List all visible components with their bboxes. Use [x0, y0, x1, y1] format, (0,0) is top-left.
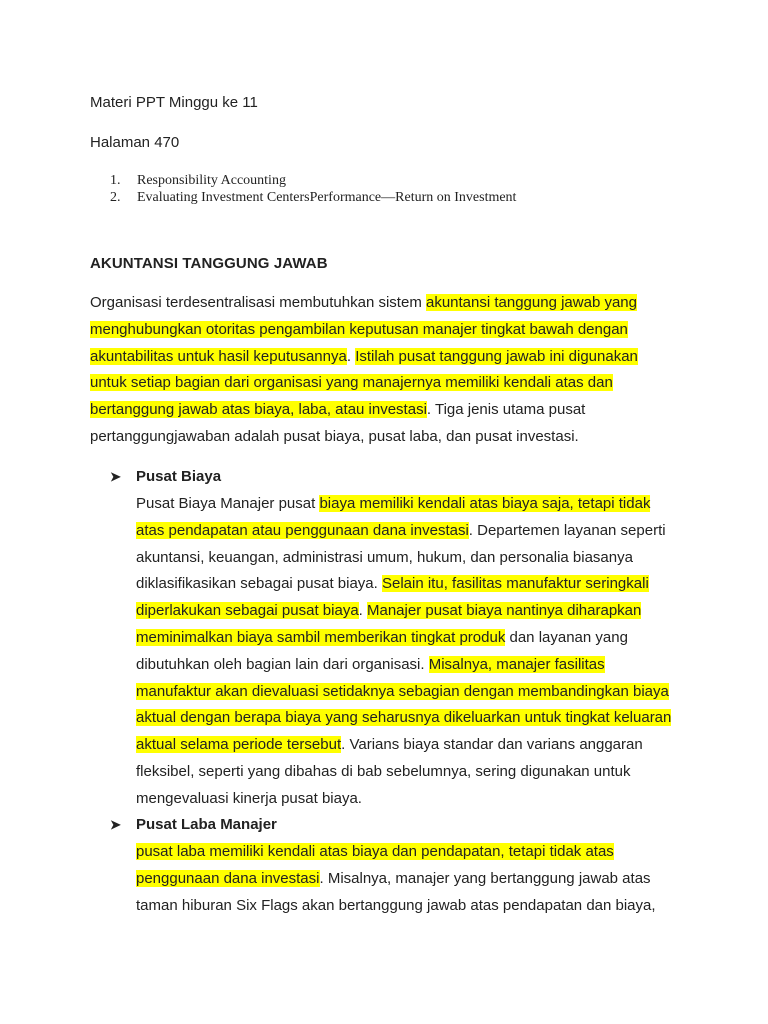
text-line	[136, 652, 736, 679]
list-item-text: Evaluating Investment CentersPerformance—Return on Investment	[137, 190, 517, 205]
text-line	[90, 370, 730, 397]
text-line	[136, 545, 736, 572]
highlighted-text: Istilah pusat tanggung jawab ini digunakan	[355, 347, 638, 365]
bullet-heading-pusat-laba	[110, 816, 277, 833]
text-line	[136, 839, 736, 866]
body-text: fleksibel, seperti yang dibahas di bab sebelumnya, sering digunakan untuk	[136, 762, 631, 780]
body-text: dibutuhkan oleh bagian lain dari organisasi.	[136, 655, 429, 673]
section-heading: AKUNTANSI TANGGUNG JAWAB	[90, 255, 328, 272]
body-text: .	[358, 602, 367, 620]
highlighted-text: Selain itu, fasilitas manufaktur seringkali	[381, 575, 649, 593]
body-text: .	[346, 347, 356, 365]
highlighted-text: penggunaan dana investasi	[136, 869, 320, 887]
highlighted-text: Manajer pusat biaya nantinya diharapkan	[367, 602, 642, 620]
text-line	[136, 705, 736, 732]
text-line	[136, 571, 736, 598]
highlighted-text: pusat laba memiliki kendali atas biaya dan pendapatan, tetapi tidak atas	[136, 843, 614, 860]
document-title: Materi PPT Minggu ke 11	[90, 94, 258, 111]
bullet-heading-pusat-biaya	[110, 468, 221, 485]
body-text: taman hiburan Six Flags akan bertanggung jawab atas pendapatan dan biaya,	[136, 896, 656, 914]
text-line	[90, 397, 730, 424]
highlighted-text: meminimalkan biaya sambil memberikan tingkat produk	[136, 628, 506, 646]
body-text: mengevaluasi kinerja pusat biaya.	[136, 789, 362, 807]
reference-list	[110, 172, 516, 206]
highlighted-text: aktual dengan berapa biaya yang seharusnya dikeluarkan untuk tingkat keluaran	[136, 709, 672, 727]
highlighted-text: Misalnya, manajer fasilitas	[428, 655, 605, 673]
text-line	[136, 518, 736, 545]
highlighted-text: akuntansi tanggung jawab yang	[425, 294, 637, 311]
body-text: akuntansi, keuangan, administrasi umum, hukum, dan personalia biasanya	[136, 548, 633, 566]
text-line	[90, 290, 730, 317]
highlighted-text: akuntabilitas untuk hasil keputusannya	[90, 347, 347, 365]
list-item	[110, 189, 516, 206]
text-line	[136, 759, 736, 786]
intro-paragraph	[90, 290, 730, 451]
text-line	[90, 344, 730, 371]
body-text: diklasifikasikan sebagai pusat biaya.	[136, 575, 382, 593]
text-line	[136, 598, 736, 625]
highlighted-text: diperlakukan sebagai pusat biaya	[136, 602, 359, 620]
list-item-text: Responsibility Accounting	[137, 173, 286, 188]
text-line	[90, 424, 730, 451]
arrowhead-bullet-icon: ➤	[110, 469, 121, 484]
bullet-title: Pusat Laba Manajer	[136, 816, 277, 833]
highlighted-text: bertanggung jawab atas biaya, laba, atau investasi	[90, 401, 427, 419]
pusat-laba-paragraph	[136, 839, 736, 919]
text-line	[90, 317, 730, 344]
page-reference: Halaman 470	[90, 134, 180, 151]
highlighted-text: untuk setiap bagian dari organisasi yang manajernya memiliki kendali atas dan	[90, 374, 613, 392]
body-text: Organisasi terdesentralisasi membutuhkan sistem	[90, 294, 426, 311]
highlighted-text: manufaktur akan dievaluasi setidaknya sebagian dengan membandingkan biaya	[136, 682, 669, 700]
body-text: pertanggungjawaban adalah pusat biaya, pusat laba, dan pusat investasi.	[90, 427, 579, 445]
arrowhead-bullet-icon: ➤	[110, 817, 121, 832]
highlighted-text: biaya memiliki kendali atas biaya saja, tetapi tidak	[319, 495, 651, 512]
text-line	[136, 625, 736, 652]
bullet-title: Pusat Biaya	[136, 468, 222, 485]
text-line	[136, 491, 736, 518]
list-item	[110, 172, 516, 189]
body-text: Pusat Biaya Manajer pusat	[136, 495, 320, 512]
body-text: . Varians biaya standar dan varians anggaran	[341, 736, 643, 754]
body-text: . Tiga jenis utama pusat	[426, 401, 586, 419]
body-text: . Departemen layanan seperti	[468, 521, 666, 539]
list-number: 2.	[110, 190, 121, 205]
body-text: dan layanan yang	[505, 628, 628, 646]
pusat-biaya-paragraph	[136, 491, 736, 813]
text-line	[136, 786, 736, 813]
text-line	[136, 866, 736, 893]
list-number: 1.	[110, 173, 121, 188]
text-line	[136, 679, 736, 706]
highlighted-text: menghubungkan otoritas pengambilan keputusan manajer tingkat bawah dengan	[90, 320, 628, 338]
highlighted-text: aktual selama periode tersebut	[136, 736, 342, 754]
body-text: . Misalnya, manajer yang bertanggung jawab atas	[319, 869, 651, 887]
text-line	[136, 893, 736, 920]
highlighted-text: atas pendapatan atau penggunaan dana investasi	[136, 521, 469, 539]
text-line	[136, 732, 736, 759]
